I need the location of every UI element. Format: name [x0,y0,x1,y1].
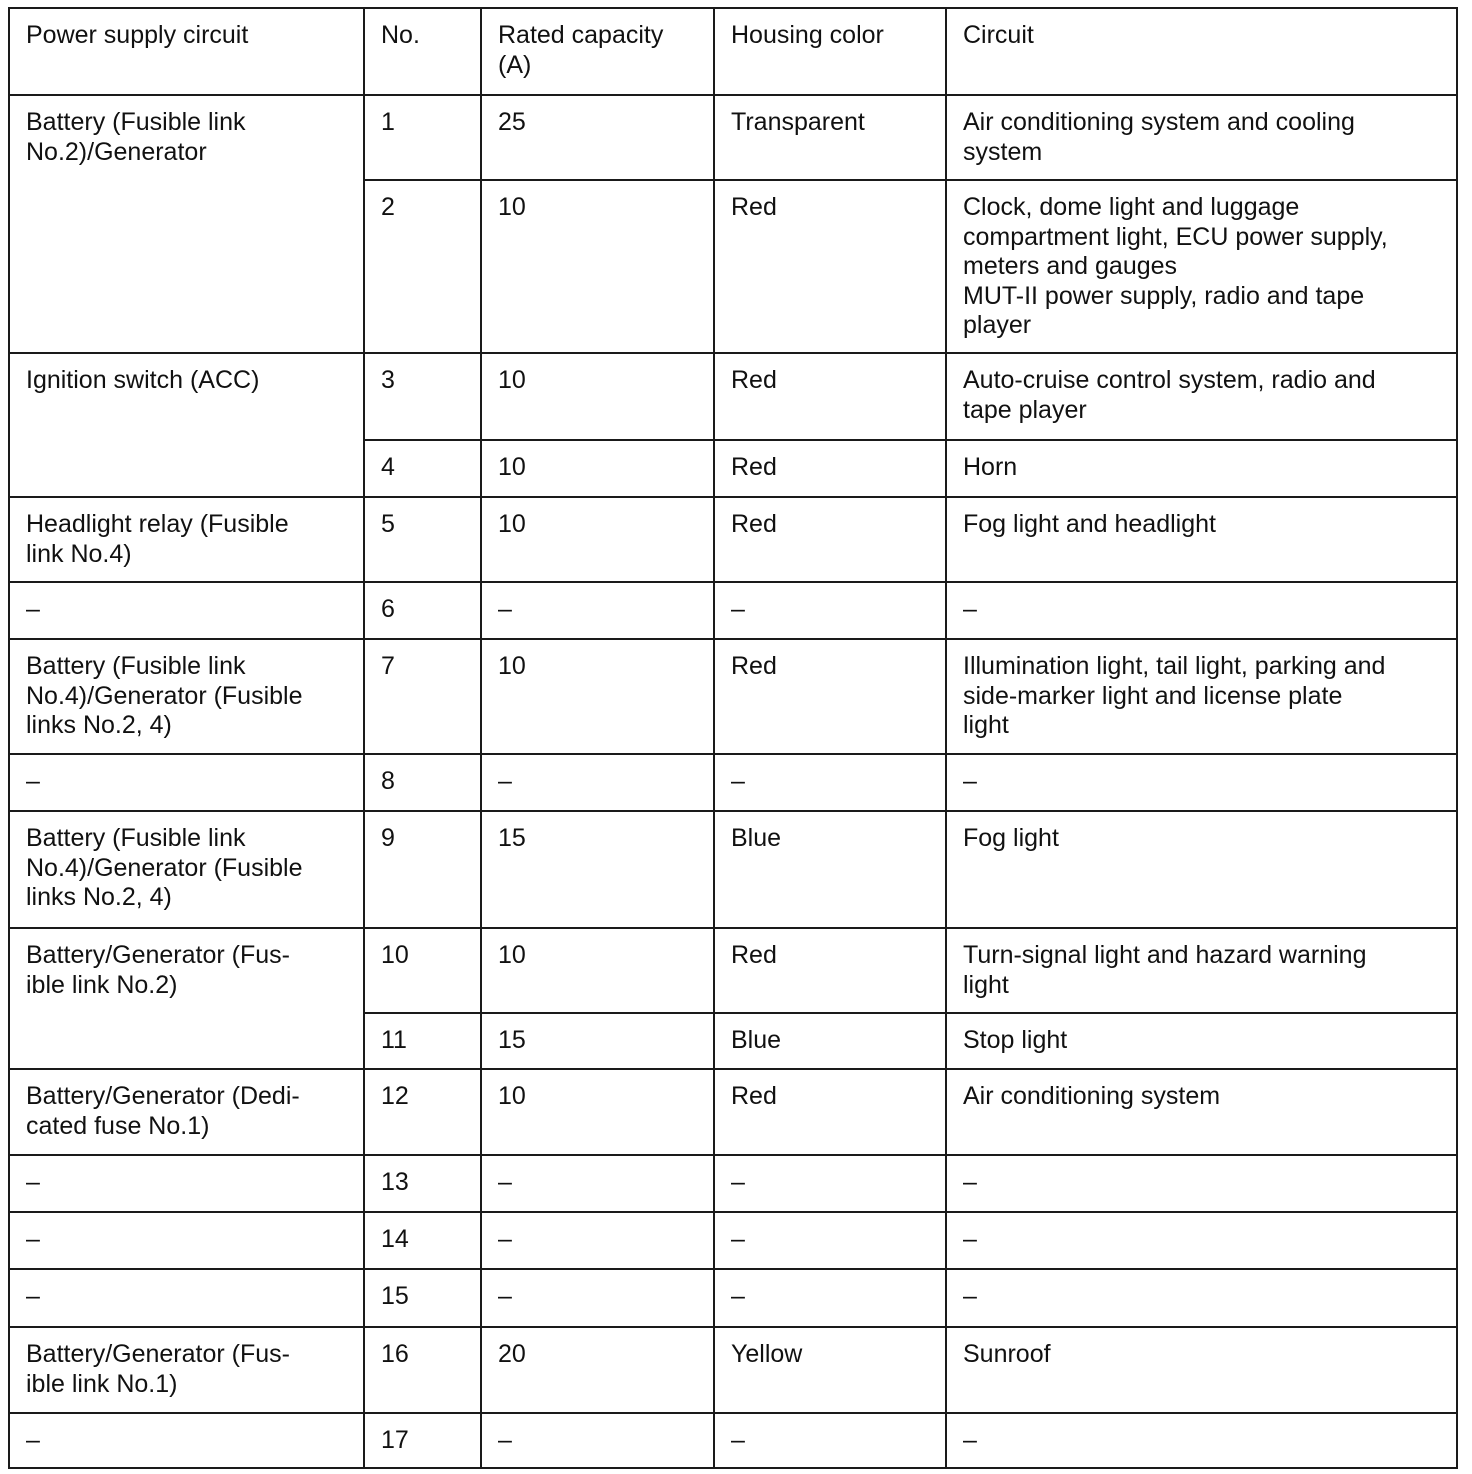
cell-housing-color: Red [714,440,946,497]
cell-capacity: – [481,1413,714,1468]
cell-circuit: Fog light and headlight [946,497,1457,582]
cell-capacity: – [481,1269,714,1327]
cell-housing-color: Blue [714,811,946,928]
cell-housing-color: – [714,1155,946,1212]
table-row [9,1155,1457,1212]
cell-housing-color: Blue [714,1013,946,1069]
table-row [9,1069,1457,1155]
cell-housing-color: Transparent [714,95,946,180]
cell-housing-color: Red [714,1069,946,1155]
cell-no: 13 [364,1155,481,1212]
cell-circuit: Auto-cruise control system, radio and tape player [946,353,1457,440]
table-row [9,1413,1457,1468]
table-row [9,754,1457,811]
cell-capacity: – [481,1212,714,1269]
table-row [9,582,1457,639]
header-circuit: Circuit [946,8,1457,95]
cell-circuit: Air conditioning system [946,1069,1457,1155]
cell-capacity: 10 [481,497,714,582]
table-row [9,497,1457,582]
cell-housing-color: Yellow [714,1327,946,1413]
cell-power-supply: – [9,1413,364,1468]
cell-circuit: – [946,582,1457,639]
cell-no: 7 [364,639,481,754]
cell-no: 15 [364,1269,481,1327]
cell-capacity: – [481,1155,714,1212]
header-housing-color: Housing color [714,8,946,95]
cell-power-supply: – [9,1212,364,1269]
cell-no: 6 [364,582,481,639]
cell-no: 3 [364,353,481,440]
cell-no: 17 [364,1413,481,1468]
cell-power-supply: – [9,754,364,811]
cell-power-supply: – [9,1155,364,1212]
fuse-table [8,7,1458,1469]
cell-circuit: Stop light [946,1013,1457,1069]
cell-power-supply: Battery/Generator (Fus- ible link No.2) [9,928,364,1069]
table-row [9,928,1457,1013]
cell-housing-color: – [714,1212,946,1269]
cell-power-supply: Battery (Fusible link No.2)/Generator [9,95,364,353]
table-row [9,1212,1457,1269]
cell-power-supply: Battery/Generator (Fus- ible link No.1) [9,1327,364,1413]
cell-power-supply: Ignition switch (ACC) [9,353,364,497]
cell-housing-color: Red [714,353,946,440]
cell-housing-color: – [714,754,946,811]
cell-circuit: Sunroof [946,1327,1457,1413]
cell-circuit: Clock, dome light and luggage compartment light, ECU power supply, meters and gauges MUT-II power supply, radio and tape player [946,180,1457,353]
cell-capacity: 15 [481,811,714,928]
cell-capacity: 20 [481,1327,714,1413]
cell-circuit: Illumination light, tail light, parking and side-marker light and license plate light [946,639,1457,754]
cell-no: 14 [364,1212,481,1269]
cell-power-supply: Battery (Fusible link No.4)/Generator (Fusible links No.2, 4) [9,639,364,754]
cell-circuit: Air conditioning system and cooling system [946,95,1457,180]
cell-capacity: 10 [481,928,714,1013]
cell-no: 8 [364,754,481,811]
cell-capacity: 10 [481,180,714,353]
cell-capacity: 25 [481,95,714,180]
cell-no: 2 [364,180,481,353]
table-row [9,1327,1457,1413]
cell-capacity: – [481,754,714,811]
cell-circuit: – [946,754,1457,811]
cell-no: 4 [364,440,481,497]
cell-circuit: Horn [946,440,1457,497]
cell-circuit: Fog light [946,811,1457,928]
table-row [9,1269,1457,1327]
cell-housing-color: Red [714,639,946,754]
header-no: No. [364,8,481,95]
cell-no: 9 [364,811,481,928]
cell-capacity: 10 [481,353,714,440]
cell-housing-color: – [714,582,946,639]
cell-capacity: – [481,582,714,639]
cell-power-supply: Battery/Generator (Dedi- cated fuse No.1) [9,1069,364,1155]
cell-housing-color: Red [714,180,946,353]
cell-housing-color: – [714,1413,946,1468]
cell-circuit: – [946,1155,1457,1212]
cell-no: 10 [364,928,481,1013]
cell-circuit: – [946,1212,1457,1269]
cell-capacity: 15 [481,1013,714,1069]
table-row [9,353,1457,440]
cell-housing-color: Red [714,928,946,1013]
table-header-row [9,8,1457,95]
cell-circuit: – [946,1413,1457,1468]
cell-no: 5 [364,497,481,582]
cell-capacity: 10 [481,639,714,754]
cell-capacity: 10 [481,440,714,497]
cell-power-supply: – [9,582,364,639]
cell-no: 1 [364,95,481,180]
cell-no: 16 [364,1327,481,1413]
cell-circuit: Turn-signal light and hazard warning light [946,928,1457,1013]
cell-power-supply: Headlight relay (Fusible link No.4) [9,497,364,582]
table-row [9,639,1457,754]
table-row [9,95,1457,180]
cell-housing-color: – [714,1269,946,1327]
cell-no: 12 [364,1069,481,1155]
cell-capacity: 10 [481,1069,714,1155]
header-rated-capacity: Rated capacity (A) [481,8,714,95]
header-power-supply-circuit: Power supply circuit [9,8,364,95]
cell-housing-color: Red [714,497,946,582]
cell-power-supply: Battery (Fusible link No.4)/Generator (Fusible links No.2, 4) [9,811,364,928]
cell-no: 11 [364,1013,481,1069]
cell-power-supply: – [9,1269,364,1327]
cell-circuit: – [946,1269,1457,1327]
table-row [9,811,1457,928]
